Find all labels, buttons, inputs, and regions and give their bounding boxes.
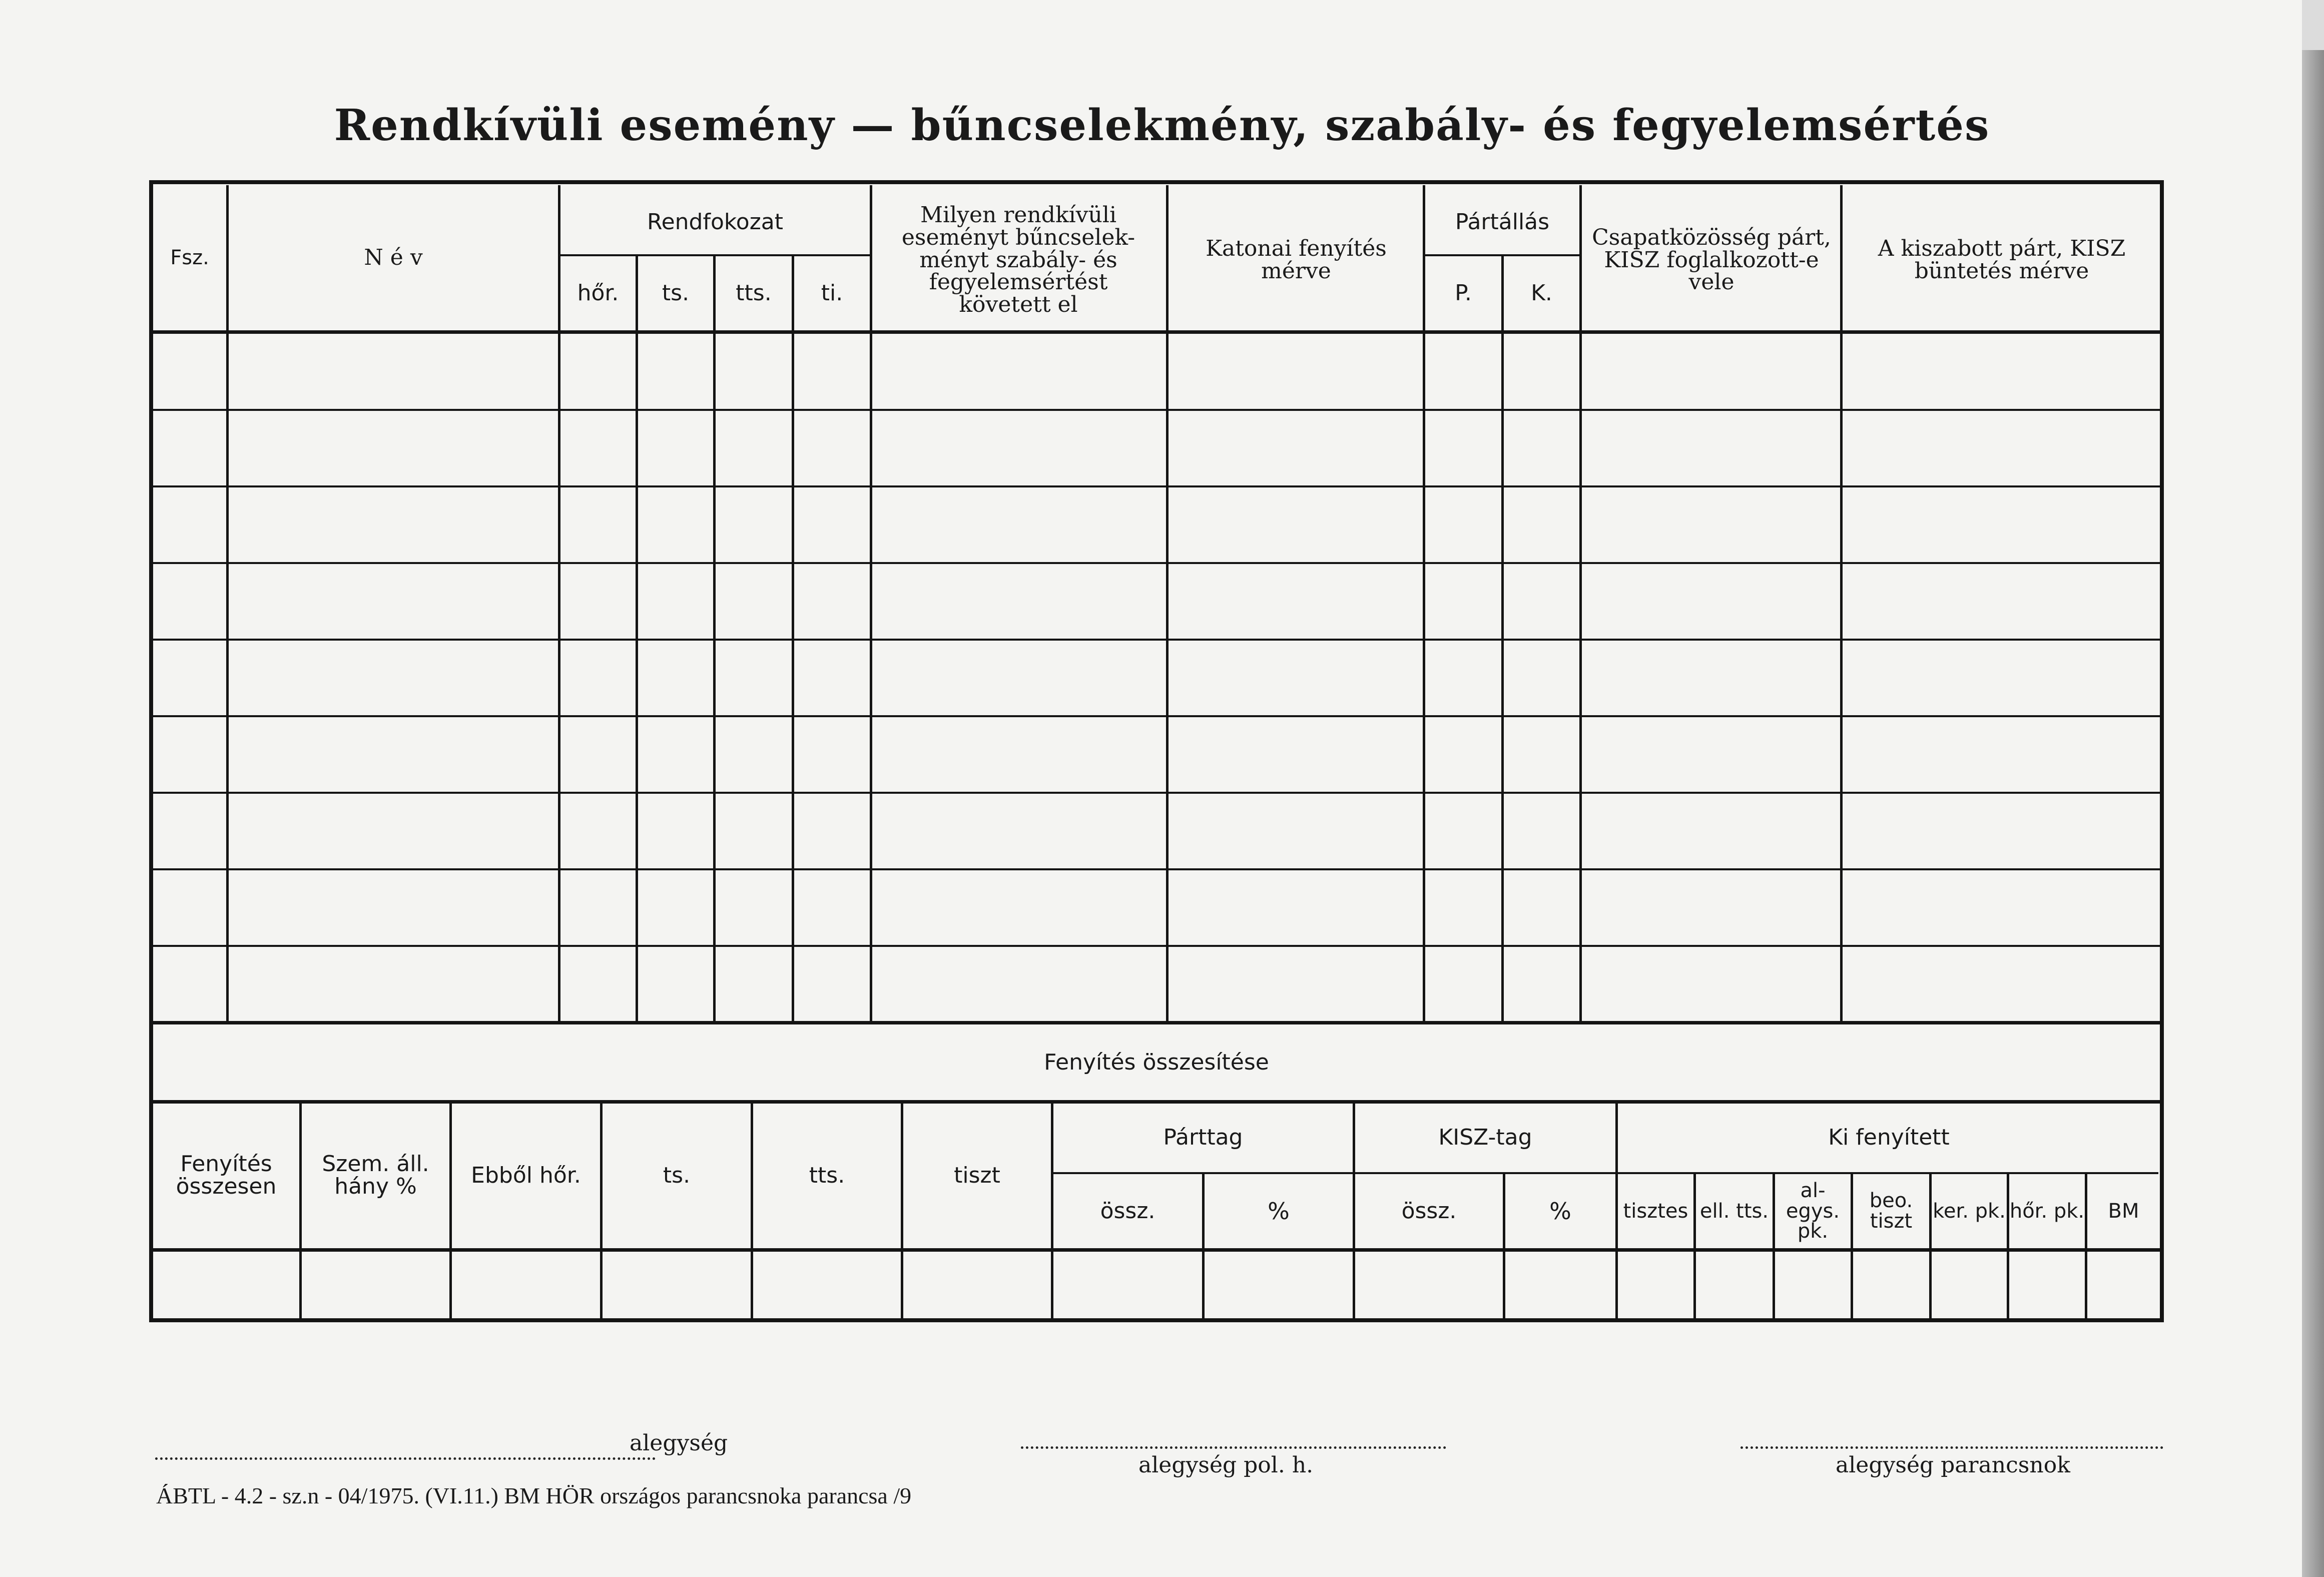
header-csapat: Csapatközösség párt, KISZ foglalkozott-e vele <box>1592 224 1831 295</box>
col-divider-ts <box>713 254 716 1022</box>
header-hor: hőr. <box>577 280 619 306</box>
label-alegyseg: alegység <box>630 1430 728 1456</box>
header-tts: tts. <box>736 280 772 306</box>
sum-header-ebbol: Ebből hőr. <box>471 1162 581 1188</box>
sum-header-kisz-pct: % <box>1549 1197 1571 1225</box>
sum-header-ell-tts: ell. tts. <box>1699 1199 1769 1223</box>
table-row <box>149 485 2164 487</box>
table-row <box>149 562 2164 564</box>
col-divider-hor <box>636 254 638 1022</box>
page-edge <box>2302 50 2324 1577</box>
col-divider-csapat <box>1840 185 1843 1022</box>
sum-header-fenyites-osszesen: Fenyítés összesen <box>176 1151 277 1199</box>
header-katonai: Katonai fenyítés mérve <box>1206 236 1387 284</box>
header-bottom-rule <box>149 330 2164 334</box>
upper-table-bottom-rule <box>149 1021 2164 1024</box>
header-milyen: Milyen rendkívüli eseményt bűncselek-ményt szabály- és fegyelemsértést követett el <box>901 202 1135 318</box>
sum-header-ki-fenyitett: Ki fenyített <box>1828 1124 1950 1150</box>
table-row <box>149 868 2164 870</box>
header-rendfokozat: Rendfokozat <box>647 209 784 235</box>
header-k: K. <box>1531 280 1552 306</box>
sum-header-parttag: Párttag <box>1163 1124 1243 1150</box>
sum-header-tts: tts. <box>809 1162 845 1188</box>
header-kiszabott: A kiszabott párt, KISZ büntetés mérve <box>1878 236 2126 284</box>
label-alegyseg-pol-h: alegység pol. h. <box>1138 1452 1314 1478</box>
signature-line-alegyseg <box>155 1457 656 1460</box>
sum-header-tisztes: tisztes <box>1623 1199 1688 1223</box>
sum-header-kisz-ossz: össz. <box>1401 1198 1457 1224</box>
sum-header-szem-all: Szem. áll. hány % <box>322 1151 429 1199</box>
table-row <box>149 639 2164 641</box>
table-row <box>149 715 2164 717</box>
signature-line-parancsnok <box>1740 1446 2163 1449</box>
col-divider-milyen <box>1166 185 1169 1022</box>
sum-header-alegys-pk: al-egys. pk. <box>1786 1179 1840 1243</box>
sum-header-hor-pk: hőr. pk. <box>2009 1199 2085 1223</box>
table-row <box>149 945 2164 947</box>
sum-header-parttag-pct: % <box>1268 1197 1290 1225</box>
sum-header-parttag-ossz: össz. <box>1100 1198 1155 1224</box>
table-row <box>149 792 2164 794</box>
sum-header-beo-tiszt: beo. tiszt <box>1869 1189 1913 1233</box>
sum-header-ker-pk: ker. pk. <box>1933 1199 2006 1223</box>
col-divider-ti <box>870 185 872 1022</box>
header-nev: N é v <box>364 244 423 270</box>
summary-title: Fenyítés összesítése <box>1044 1049 1269 1075</box>
archive-reference: ÁBTL - 4.2 - sz.n - 04/1975. (VI.11.) BM HÖR országos parancsnoka parancsa /9 <box>156 1483 912 1508</box>
sum-header-ts: ts. <box>663 1162 691 1188</box>
table-row <box>149 409 2164 411</box>
sum-header-kisz-tag: KISZ-tag <box>1438 1124 1532 1150</box>
signature-line-pol-h <box>1021 1446 1446 1449</box>
col-divider-partallas <box>1579 185 1582 1022</box>
form-title: Rendkívüli esemény — bűncselekmény, szabály- és fegyelemsértés <box>334 100 1990 151</box>
label-alegyseg-parancsnok: alegység parancsnok <box>1836 1452 2070 1478</box>
col-divider-p <box>1501 254 1504 1022</box>
sum-header-tiszt: tiszt <box>954 1162 1000 1188</box>
header-ti: ti. <box>821 280 843 306</box>
header-p: P. <box>1455 280 1472 306</box>
header-ts: ts. <box>662 280 690 306</box>
header-partallas: Pártállás <box>1455 209 1550 235</box>
col-divider-tts <box>792 254 794 1022</box>
header-fsz: Fsz. <box>170 246 209 269</box>
sum-header-bm: BM <box>2108 1199 2139 1223</box>
